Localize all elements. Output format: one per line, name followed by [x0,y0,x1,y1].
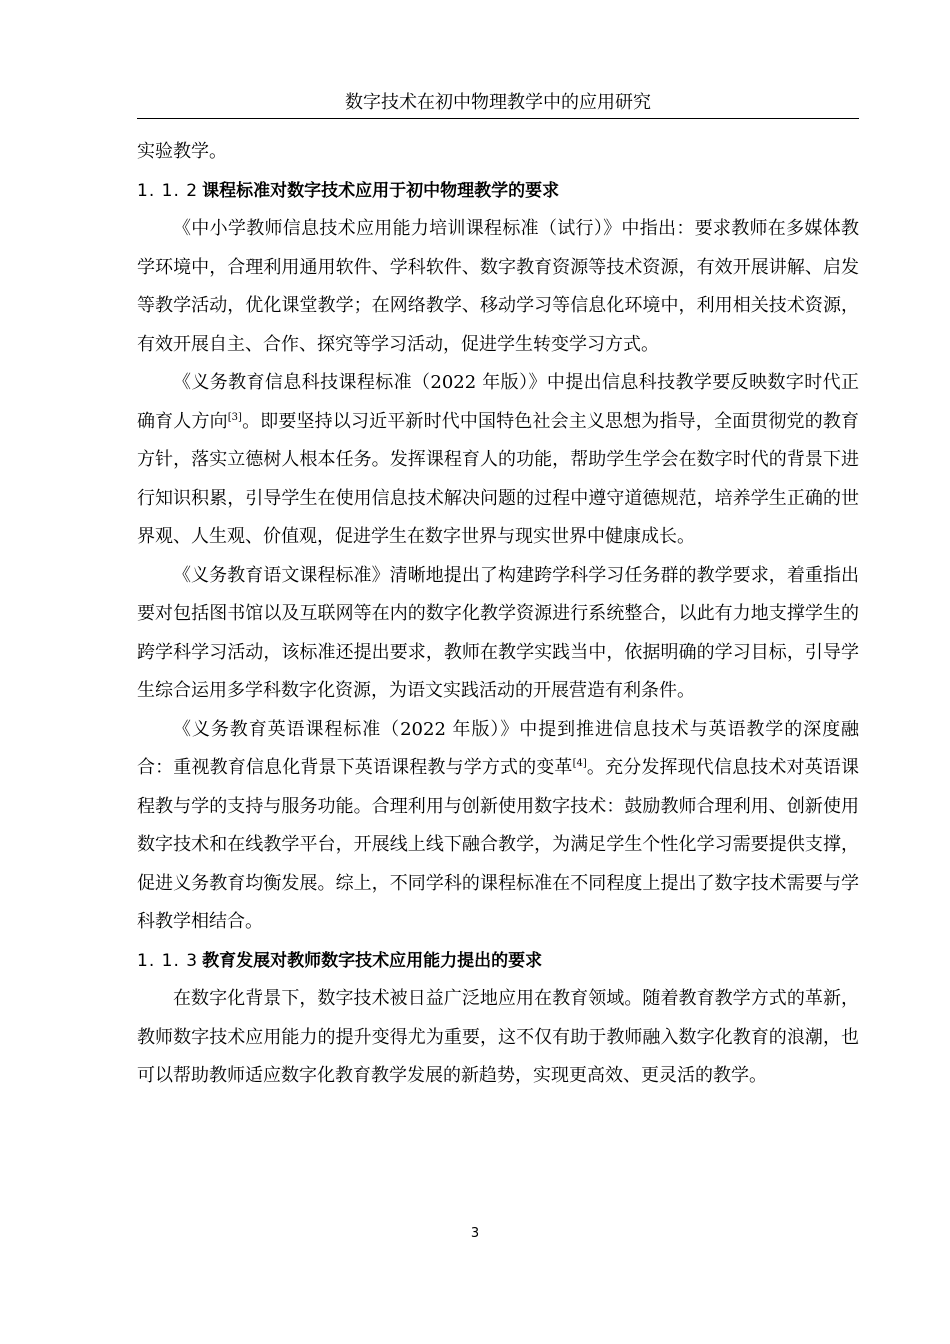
section-title: 课程标准对数字技术应用于初中物理教学的要求 [202,180,560,201]
section-heading-1-1-2 [137,172,859,211]
paragraph-text: 《义务教育英语课程标准（2022 年版）》中提到推进信息技术与英语教学的深度融合：重视教育信息化背景下英语课程教与学方式的变革 [137,718,859,778]
paragraph: 《中小学教师信息技术应用能力培训课程标准（试行）》中指出：要求教师在多媒体教学环境中，合理利用通用软件、学科软件、数字教育资源等技术资源，有效开展讲解、启发等教学活动，优化课堂教学；在网络教学、移动学习等信息化环境中，利用相关技术资源，有效开展自主、合作、探究等学习活动，促进学生转变学习方式。 [137,218,859,355]
paragraph-continuation: 实验教学。 [137,141,227,162]
paragraph-text: 《义务教育信息科技课程标准（2022 年版）》中提出信息科技教学要反映数字时代正确育人方向 [137,372,859,432]
section-title: 教育发展对教师数字技术应用能力提出的要求 [202,950,543,971]
section-number: 1. 1. 2 [137,180,199,201]
citation-ref: [4] [572,758,587,769]
paragraph [137,711,859,942]
section-heading-1-1-3 [137,942,859,981]
paragraph: 《义务教育语文课程标准》清晰地提出了构建跨学科学习任务群的教学要求，着重指出要对包括图书馆以及互联网等在内的数字化教学资源进行系统整合，以此有力地支撑学生的跨学科学习活动，该标准还提出要求，教师在教学实践当中，依据明确的学习目标，引导学生综合运用多学科数字化资源，为语文实践活动的开展营造有利条件。 [137,564,859,701]
paragraph-text: 。即要坚持以习近平新时代中国特色社会主义思想为指导，全面贯彻党的教育方针，落实立德树人根本任务。发挥课程育人的功能，帮助学生学会在数字时代的背景下进行知识积累，引导学生在使用信息技术解决问题的过程中遵守道德规范，培养学生正确的世界观、人生观、价值观，促进学生在数字世界与现实世界中健康成长。 [137,410,859,547]
paragraph-text: 。充分发挥现代信息技术对英语课程教与学的支持与服务功能。合理利用与创新使用数字技术：鼓励教师合理利用、创新使用数字技术和在线教学平台，开展线上线下融合教学，为满足学生个性化学习需要提供支撑，促进义务教育均衡发展。综上，不同学科的课程标准在不同程度上提出了数字技术需要与学科教学相结合。 [137,757,860,932]
section-number: 1. 1. 3 [137,950,199,971]
citation-ref: [3] [227,411,242,423]
page-number: 3 [470,1226,480,1241]
paragraph: 在数字化背景下，数字技术被日益广泛地应用在教育领域。随着教育教学方式的革新，教师数字技术应用能力的提升变得尤为重要，这不仅有助于教师融入数字化教育的浪潮，也可以帮助教师适应数字化教育教学发展的新趋势，实现更高效、更灵活的教学。 [137,988,859,1086]
running-header: 数字技术在初中物理教学中的应用研究 [137,88,859,119]
paragraph [137,364,859,557]
body-text [137,133,859,1096]
